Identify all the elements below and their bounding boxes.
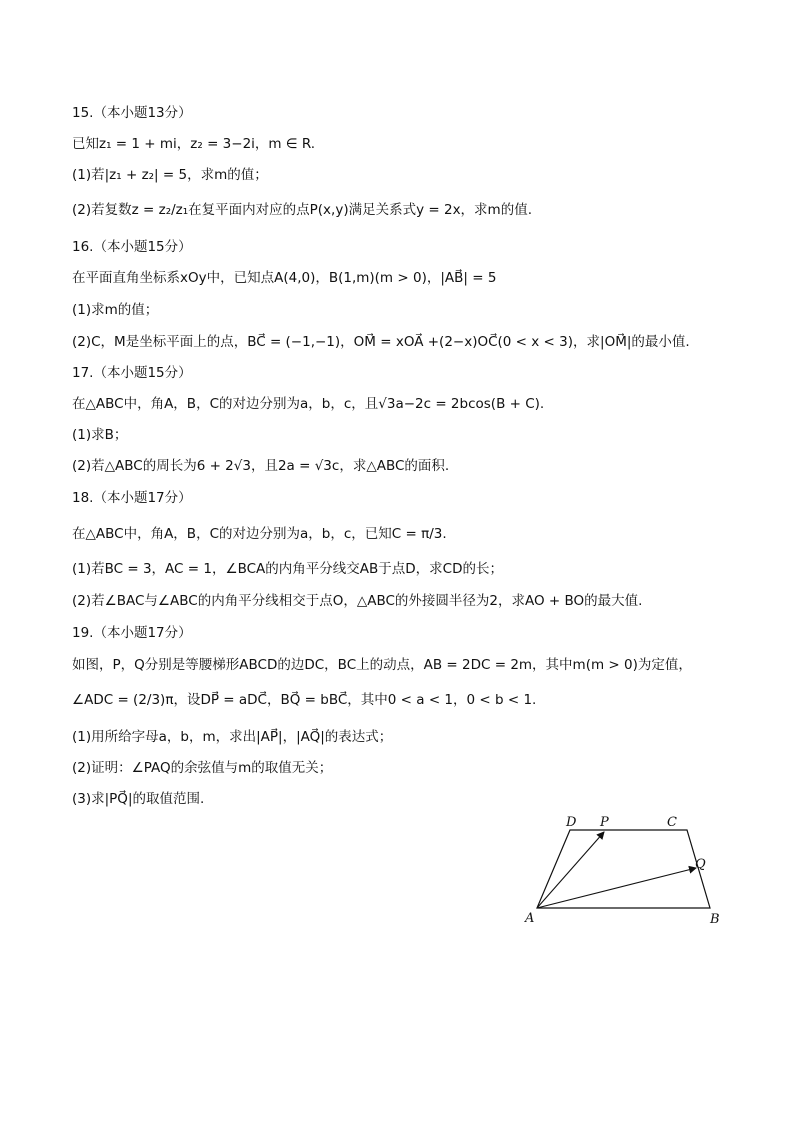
label-b: B: [710, 912, 720, 927]
q19-statement-2: ∠ADC = (2/3)π，设DP⃗ = aDC⃗，BQ⃗ = bBC⃗，其中0 < a < 1，0 < b < 1.: [72, 692, 537, 708]
label-c: C: [667, 815, 677, 830]
q19-part3: (3)求|PQ⃗|的取值范围.: [72, 791, 205, 807]
vector-aq: [537, 868, 696, 908]
q16-part1: (1)求m的值；: [72, 302, 159, 318]
q17-header: 17.（本小题15分）: [72, 365, 192, 381]
q17-part2: (2)若△ABC的周长为6 + 2√3，且2a = √3c，求△ABC的面积.: [72, 458, 450, 474]
q19-part2: (2)证明：∠PAQ的余弦值与m的取值无关；: [72, 760, 333, 776]
q15-part1: (1)若|z₁ + z₂| = 5，求m的值；: [72, 167, 268, 183]
q19-part1: (1)用所给字母a，b，m，求出|AP⃗|，|AQ⃗|的表达式；: [72, 729, 393, 745]
q19-header: 19.（本小题17分）: [72, 625, 192, 641]
label-q: Q: [695, 857, 706, 872]
label-d: D: [566, 815, 577, 830]
q18-part2: (2)若∠BAC与∠ABC的内角平分线相交于点O，△ABC的外接圆半径为2，求AO + BO的最大值.: [72, 593, 643, 609]
q16-part2: (2)C，M是坐标平面上的点，BC⃗ = (−1,−1)，OM⃗ = xOA⃗ +(2−x)OC⃗(0 < x < 3)，求|OM⃗|的最小值.: [72, 334, 690, 350]
trapezoid-figure: [520, 810, 730, 935]
trapezoid-abcd: [537, 830, 710, 908]
label-p: P: [600, 815, 609, 830]
q16-header: 16.（本小题15分）: [72, 239, 192, 255]
label-a: A: [525, 911, 535, 926]
q18-statement: 在△ABC中，角A，B，C的对边分别为a，b，c，已知C = π/3.: [72, 526, 447, 542]
q15-part2: (2)若复数z = z₂/z₁在复平面内对应的点P(x,y)满足关系式y = 2x，求m的值.: [72, 202, 532, 218]
q18-part1: (1)若BC = 3，AC = 1，∠BCA的内角平分线交AB于点D，求CD的长；: [72, 561, 503, 577]
q17-part1: (1)求B；: [72, 427, 128, 443]
q19-statement-1: 如图，P，Q分别是等腰梯形ABCD的边DC，BC上的动点，AB = 2DC = 2m，其中m(m > 0)为定值，: [72, 657, 692, 673]
vector-ap: [537, 832, 604, 908]
q15-statement: 已知z₁ = 1 + mi，z₂ = 3−2i，m ∈ R.: [72, 136, 316, 152]
q18-header: 18.（本小题17分）: [72, 490, 192, 506]
q15-header: 15.（本小题13分）: [72, 105, 192, 121]
q16-statement: 在平面直角坐标系xOy中，已知点A(4,0)，B(1,m)(m > 0)，|AB⃗| = 5: [72, 270, 497, 286]
q17-statement: 在△ABC中，角A，B，C的对边分别为a，b，c，且√3a−2c = 2bcos(B + C).: [72, 396, 545, 412]
